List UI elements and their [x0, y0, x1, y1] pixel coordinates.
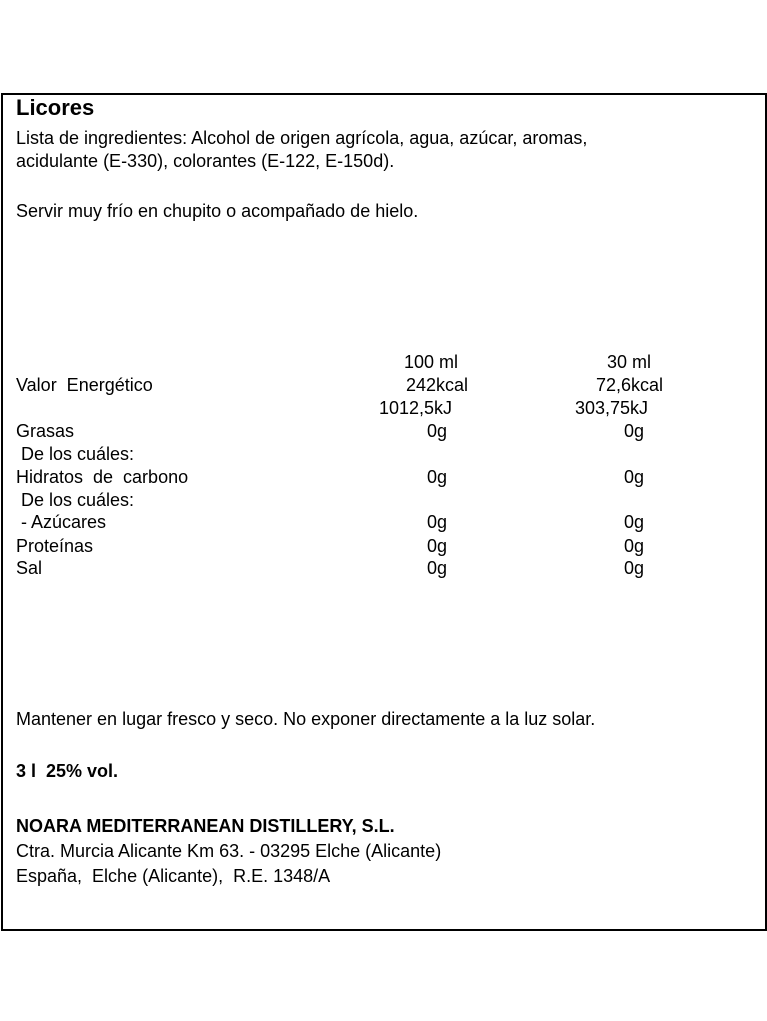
row-label-sal: Sal — [16, 558, 43, 578]
row-label-proteinas: Proteínas — [16, 536, 94, 556]
row-v1-hidratos: 0g — [427, 467, 448, 487]
storage-instructions: Mantener en lugar fresco y seco. No exponer directamente a la luz solar. — [16, 709, 596, 729]
row-label-hidratos: Hidratos de carbono — [16, 467, 189, 487]
row-label-de-los-cuales-2: De los cuáles: — [16, 490, 135, 510]
energy-kj-30ml: 303,75kJ — [575, 398, 649, 418]
row-v2-proteinas: 0g — [624, 536, 645, 556]
header-100ml: 100 ml — [403, 352, 459, 372]
row-v2-hidratos: 0g — [624, 467, 645, 487]
row-v2-azucares: 0g — [624, 512, 645, 532]
row-v2-grasas: 0g — [624, 421, 645, 441]
company-registry: España, Elche (Alicante), R.E. 1348/A — [16, 866, 331, 886]
row-v1-grasas: 0g — [427, 421, 448, 441]
row-v1-azucares: 0g — [427, 512, 448, 532]
energy-kj-100ml: 1012,5kJ — [379, 398, 453, 418]
company-name: NOARA MEDITERRANEAN DISTILLERY, S.L. — [16, 816, 395, 836]
energy-label: Valor Energético — [16, 375, 153, 395]
energy-kcal-100ml: 242kcal — [406, 375, 469, 395]
ingredients-line-1: Lista de ingredientes: Alcohol de origen agrícola, agua, azúcar, aromas, — [16, 128, 588, 148]
company-address: Ctra. Murcia Alicante Km 63. - 03295 Elche (Alicante) — [16, 841, 442, 861]
volume-abv: 3 l 25% vol. — [16, 761, 119, 781]
energy-kcal-30ml: 72,6kcal — [596, 375, 664, 395]
row-v1-proteinas: 0g — [427, 536, 448, 556]
row-label-azucares: - Azúcares — [16, 512, 107, 532]
row-v2-sal: 0g — [624, 558, 645, 578]
row-label-de-los-cuales-1: De los cuáles: — [16, 444, 135, 464]
row-v1-sal: 0g — [427, 558, 448, 578]
category-title: Licores — [16, 95, 95, 120]
serving-suggestion: Servir muy frío en chupito o acompañado de hielo. — [16, 201, 419, 221]
header-30ml: 30 ml — [606, 352, 651, 372]
ingredients-line-2: acidulante (E-330), colorantes (E-122, E-150d). — [16, 151, 395, 171]
row-label-grasas: Grasas — [16, 421, 75, 441]
